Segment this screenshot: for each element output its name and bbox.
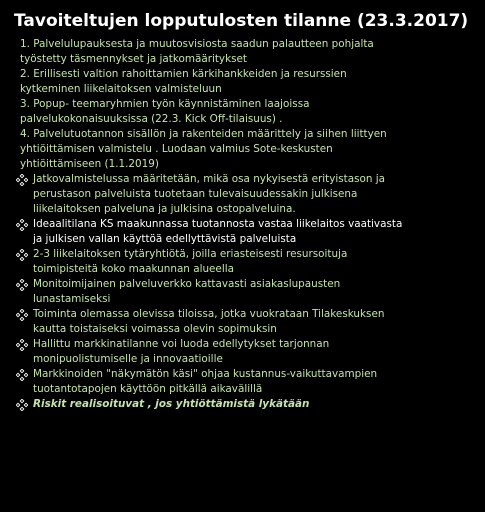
slide-title: Tavoiteltujen lopputulosten tilanne (23.3.2017) [14,11,469,31]
bullet-item-line: liikelaitoksen palveluna ja julkisina ostopalveluina. [33,203,296,215]
diamond-bullet-icon [16,369,28,381]
bullet-item [12,307,477,337]
bullet-item [12,337,477,367]
numbered-item-line: 2. Erillisesti valtion rahoittamien kärkihankkeiden ja resurssien [20,68,347,80]
bullet-item [12,277,477,307]
numbered-item-line: 1. Palvelulupauksesta ja muutosvisiosta saadun palautteen pohjalta [20,38,374,50]
bullet-item-line: perustason palveluista tuotetaan tulevaisuudessakin julkisena [33,188,358,200]
bullet-item-line: toimipisteitä koko maakunnan alueella [33,263,234,275]
bullet-item-line: lunastamiseksi [33,293,111,305]
bullet-item-line: Jatkovalmistelussa määritetään, mikä osa nykyisestä erityistason ja [33,173,386,185]
bullet-item-line: tuotantotapojen käyttöön pitkällä aikavälillä [33,383,263,395]
bullet-item-line: Monitoimijainen palveluverkko kattavasti asiakaslupausten [33,278,341,290]
bullet-item [12,172,477,217]
numbered-item-line: 4. Palvelutuotannon sisällön ja rakenteiden määrittely ja siihen liittyen [20,128,387,140]
bullet-item-line: Hallittu markkinatilanne voi luoda edellytykset tarjonnan [33,338,330,350]
bullet-item-line: Toiminta olemassa olevissa tiloissa, jotka vuokrataan Tilakeskuksen [33,308,385,320]
numbered-item-line: palvelukokonaisuuksissa (22.3. Kick Off-tilaisuus) . [20,113,283,125]
bullet-item [12,247,477,277]
numbered-item-line: kytkeminen liikelaitoksen valmisteluun [20,83,222,95]
diamond-bullet-icon [16,399,28,411]
numbered-item [20,97,477,127]
diamond-bullet-icon [16,339,28,351]
diamond-bullet-icon [16,219,28,231]
bullet-list [12,172,477,412]
numbered-list [12,37,477,172]
numbered-item-line: työstetty täsmennykset ja jatkomääritykset [20,53,247,65]
bullet-item [12,367,477,397]
bullet-item-line: Markkinoiden "näkymätön käsi" ohjaa kustannus-vaikuttavampien [33,368,378,380]
diamond-bullet-icon [16,249,28,261]
bullet-item-line: ja julkisen vallan käyttöä edellyttävistä palveluista [33,233,297,245]
numbered-item [20,67,477,97]
bullet-item-line: Ideaalitilana KS maakunnassa tuotannosta vastaa liikelaitos vaativasta [33,218,403,230]
bullet-item [12,397,477,412]
bullet-item-line: 2-3 liikelaitoksen tytäryhtiötä, joilla eriasteisesti resursoituja [33,248,348,260]
numbered-item-line: yhtiöittämiseen (1.1.2019) [20,158,159,170]
numbered-item [20,127,477,172]
bullet-item-line: Riskit realisoituvat , jos yhtiöttämistä lykätään [33,398,310,410]
diamond-bullet-icon [16,279,28,291]
bullet-item-line: kautta toistaiseksi voimassa olevin sopimuksin [33,323,277,335]
numbered-item [20,37,477,67]
diamond-bullet-icon [16,174,28,186]
diamond-bullet-icon [16,309,28,321]
numbered-item-line: 3. Popup- teemaryhmien työn käynnistäminen laajoissa [20,98,310,110]
bullet-item-line: monipuolistumiselle ja innovaatioille [33,353,223,365]
numbered-item-line: yhtiöittämisen valmistelu . Luodaan valmius Sote-keskusten [20,143,333,155]
bullet-item [12,217,477,247]
